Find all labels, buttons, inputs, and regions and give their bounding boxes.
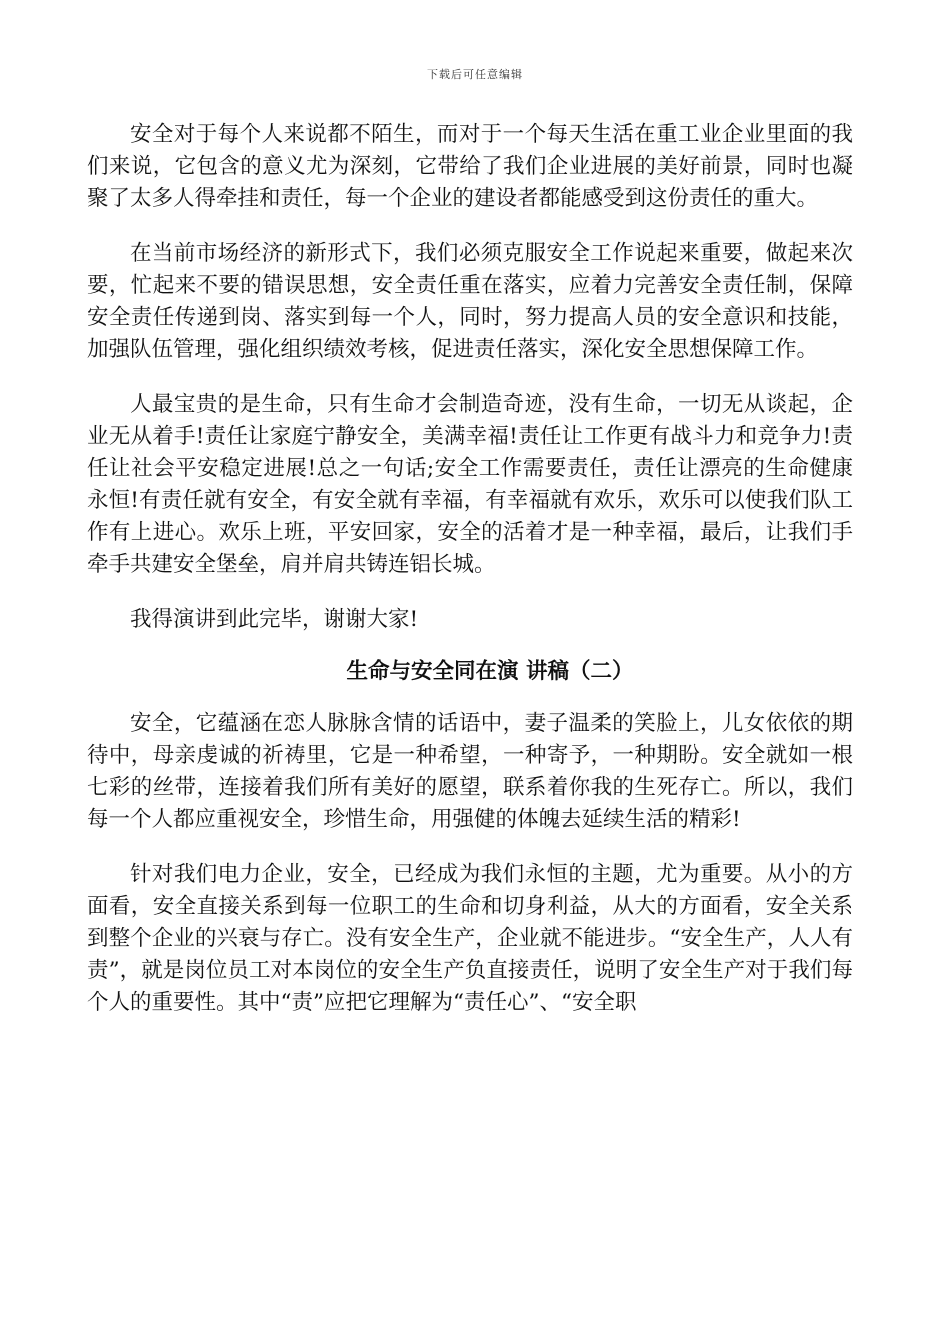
paragraph-gap [87, 581, 853, 604]
paragraph-gap [87, 636, 853, 656]
paragraph-gap [87, 688, 853, 708]
header-note: 下载后可任意编辑 [427, 68, 523, 81]
paragraph-5: 安全，它蕴涵在恋人脉脉含情的话语中，妻子温柔的笑脸上，儿女依依的期待中，母亲虔诚的祈祷里，它是一种希望，一种寄予，一种期盼。安全就如一根七彩的丝带，连接着我们所有美好的愿望，联系着你我的生死存亡。所以，我们每一个人都应重视安全，珍惜生命，用强健的体魄去延续生活的精彩! [87, 711, 853, 832]
paragraph-gap [87, 215, 853, 238]
section-title: 生命与安全同在演 讲稿（二） [346, 659, 634, 684]
paragraph-4: 我得演讲到此完毕，谢谢大家! [130, 607, 419, 632]
paragraph-gap [87, 366, 853, 389]
paragraph-gap [87, 836, 853, 859]
paragraph-1: 安全对于每个人来说都不陌生，而对于一个每天生活在重工业企业里面的我们来说，它包含的意义尤为深刻，它带给了我们企业进展的美好前景，同时也凝聚了太多人得牵挂和责任，每一个企业的建设者都能感受到这份责任的重大。 [87, 122, 853, 211]
document-body [87, 119, 853, 1019]
paragraph-6: 针对我们电力企业，安全，已经成为我们永恒的主题，尤为重要。从小的方面看，安全直接关系到每一位职工的生命和切身利益，从大的方面看，安全关系到整个企业的兴衰与存亡。没有安全生产，企业就不能进步。“安全生产，人人有责”，就是岗位员工对本岗位的安全生产负直接责任，说明了安全生产对于我们每个人的重要性。其中“责”应把它理解为“责任心”、“安全职 [87, 862, 853, 1015]
paragraph-3: 人最宝贵的是生命，只有生命才会制造奇迹，没有生命，一切无从谈起，企业无从着手!责任让家庭宁静安全，美满幸福!责任让工作更有战斗力和竞争力!责任让社会平安稳定进展!总之一句话;安全工作需要责任，责任让漂亮的生命健康永恒!有责任就有安全，有安全就有幸福，有幸福就有欢乐，欢乐可以使我们队工作有上进心。欢乐上班，平安回家，安全的活着才是一种幸福，最后，让我们手牵手共建安全堡垒，肩并肩共铸连铝长城。 [87, 392, 853, 577]
paragraph-2: 在当前市场经济的新形式下，我们必须克服安全工作说起来重要，做起来次要，忙起来不要的错误思想，安全责任重在落实，应着力完善安全责任制，保障安全责任传递到岗、落实到每一个人，同时，努力提高人员的安全意识和技能，加强队伍管理，强化组织绩效考核，促进责任落实，深化安全思想保障工作。 [87, 241, 853, 362]
